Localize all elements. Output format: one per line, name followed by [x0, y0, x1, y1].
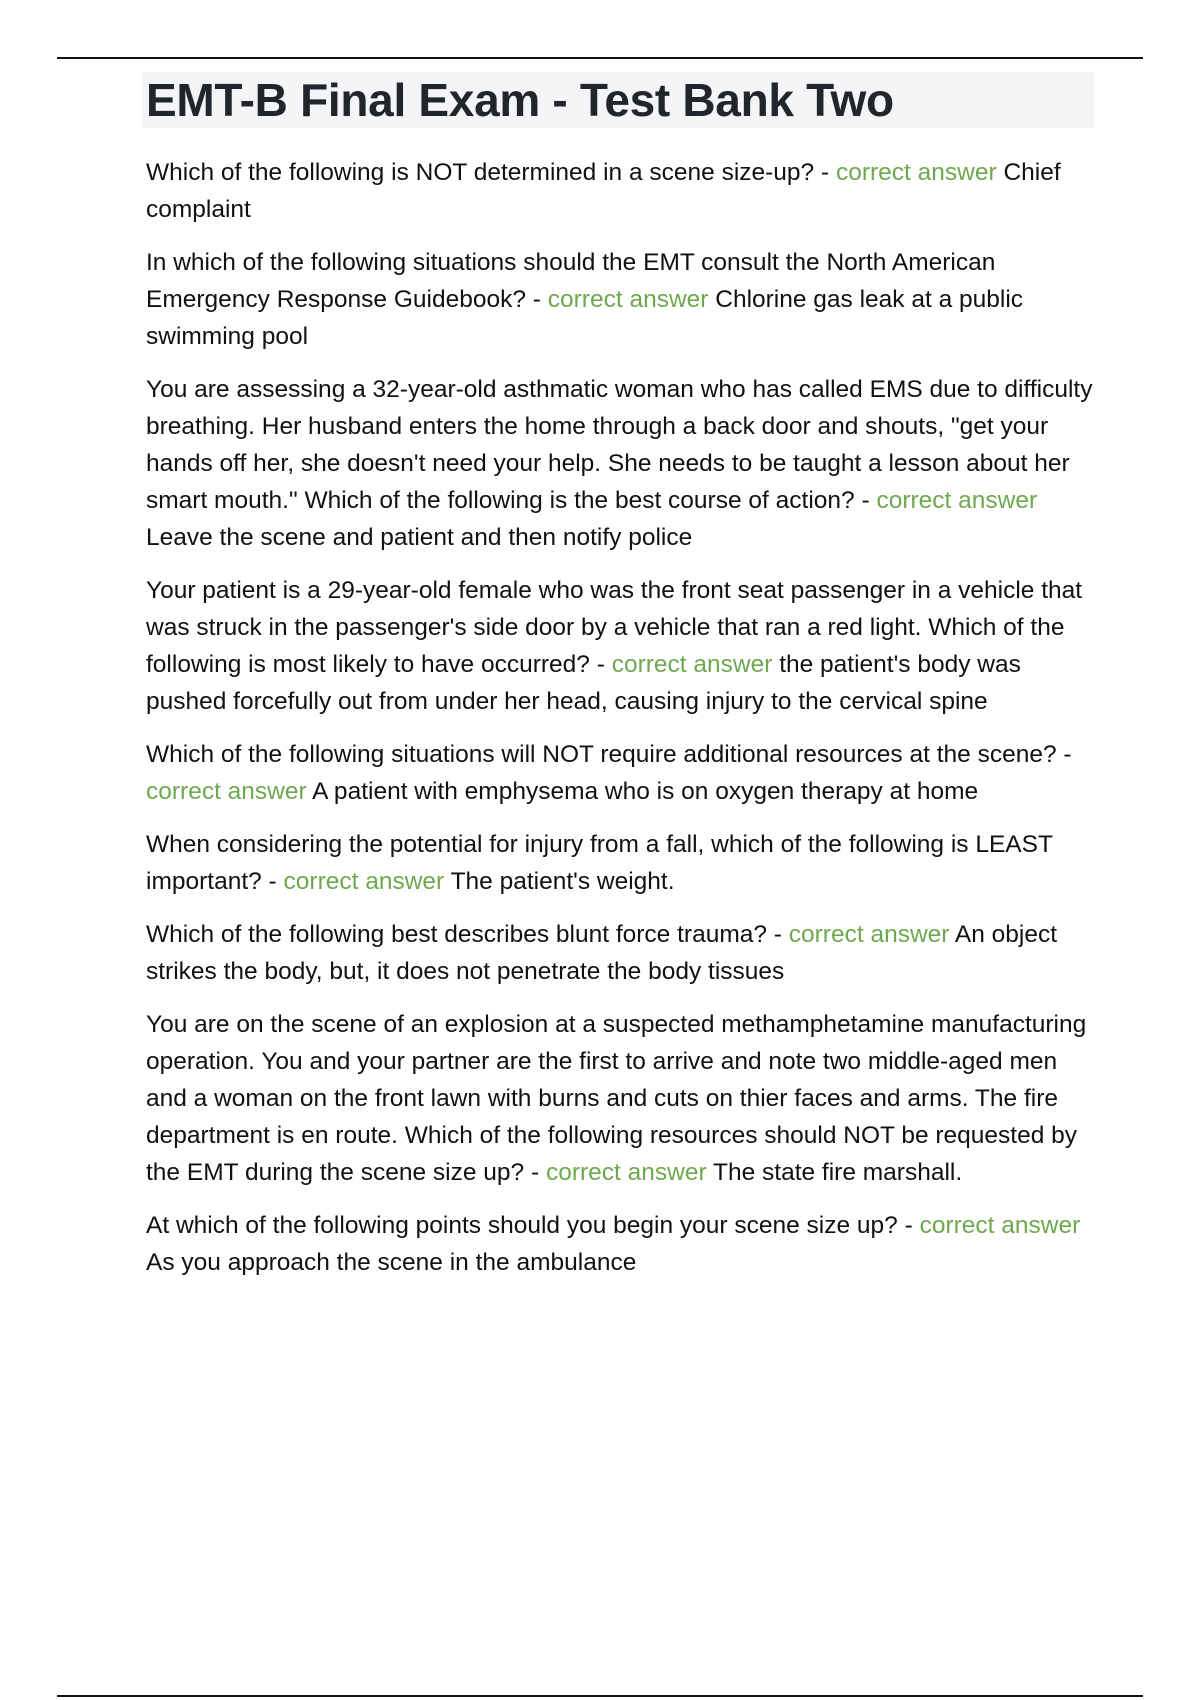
page-title: EMT-B Final Exam - Test Bank Two: [146, 74, 894, 126]
qa-item-2: [146, 244, 1094, 355]
question-text: At which of the following points should you begin your scene size up? -: [146, 1212, 913, 1239]
correct-answer-label: correct answer: [835, 159, 997, 186]
title-banner: [142, 72, 1094, 128]
correct-answer-label: correct answer: [876, 487, 1038, 514]
correct-answer-label: correct answer: [545, 1159, 707, 1186]
qa-item-4: [146, 572, 1094, 720]
answer-text: the patient's body was pushed forcefully out from under her head, causing injury to the cervical spine: [146, 651, 1021, 715]
correct-answer-label: correct answer: [919, 1212, 1081, 1239]
answer-text: The patient's weight.: [450, 868, 675, 895]
answer-text: Leave the scene and patient and then notify police: [146, 524, 693, 551]
correct-answer-label: correct answer: [146, 778, 307, 805]
question-text: You are assessing a 32-year-old asthmatic woman who has called EMS due to difficulty breathing. Her husband enters the home through a back door and shouts, "get your hands off her, she doesn't need your help. She needs to be taught a lesson about her smart mouth." Which of the following is the best course of action? -: [146, 376, 1093, 514]
answer-text: Chlorine gas leak at a public swimming pool: [146, 286, 1024, 350]
question-text: When considering the potential for injury from a fall, which of the following is LEAST important? -: [146, 831, 1053, 895]
correct-answer-label: correct answer: [283, 868, 445, 895]
answer-text: A patient with emphysema who is on oxygen therapy at home: [312, 778, 979, 805]
answer-text: As you approach the scene in the ambulance: [146, 1249, 637, 1276]
qa-item-8: [146, 1006, 1094, 1191]
correct-answer-label: correct answer: [788, 921, 950, 948]
question-text: Your patient is a 29-year-old female who was the front seat passenger in a vehicle that was struck in the passenger's side door by a vehicle that ran a red light. Which of the following is most likely to have occurred? -: [146, 577, 1083, 678]
correct-answer-label: correct answer: [547, 286, 709, 313]
top-divider: [57, 57, 1143, 59]
qa-item-1: [146, 154, 1094, 228]
qa-item-9: [146, 1207, 1094, 1281]
question-text: In which of the following situations should the EMT consult the North American Emergency Response Guidebook? -: [146, 249, 996, 313]
answer-text: The state fire marshall.: [712, 1159, 963, 1186]
question-text: Which of the following is NOT determined in a scene size-up? -: [146, 159, 830, 186]
question-text: Which of the following situations will NOT require additional resources at the scene? -: [146, 741, 1072, 768]
question-text: You are on the scene of an explosion at a suspected methamphetamine manufacturing operation. You and your partner are the first to arrive and note two middle-aged men and a woman on the front lawn with burns and cuts on thier faces and arms. The fire department is en route. Which of the following resources should NOT be requested by the EMT during the scene size up? -: [146, 1011, 1087, 1186]
question-text: Which of the following best describes blunt force trauma? -: [146, 921, 782, 948]
bottom-divider: [57, 1695, 1143, 1697]
correct-answer-label: correct answer: [611, 651, 773, 678]
qa-item-7: [146, 916, 1094, 990]
qa-item-3: [146, 371, 1094, 556]
qa-item-5: [146, 736, 1094, 810]
question-list: [146, 154, 1094, 1281]
answer-text: An object strikes the body, but, it does not penetrate the body tissues: [146, 921, 1058, 985]
document-body: [146, 72, 1094, 1297]
answer-text: Chief complaint: [146, 159, 1061, 223]
qa-item-6: [146, 826, 1094, 900]
